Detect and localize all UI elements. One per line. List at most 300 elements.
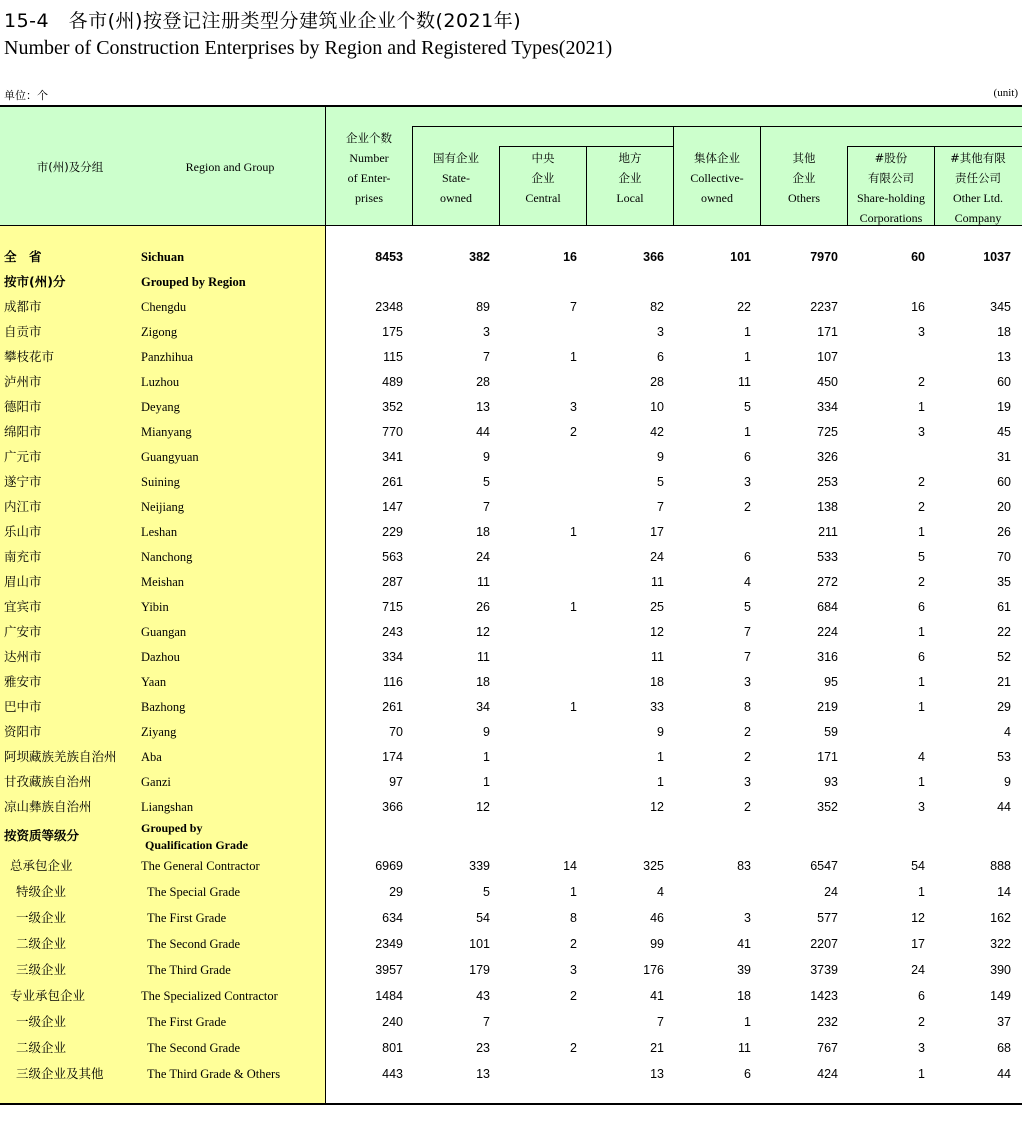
row-label-cn: 绵阳市: [4, 424, 42, 439]
row-label-en: The First Grade: [147, 911, 227, 925]
table-cell: 7: [570, 300, 577, 314]
table-row: [0, 770, 1022, 794]
table-cell: 2: [918, 475, 925, 489]
table-cell: 11: [738, 375, 751, 389]
row-label-en: The Third Grade: [147, 963, 231, 977]
table-cell: 33: [650, 700, 664, 714]
table-cell: 24: [476, 550, 490, 564]
row-label-en: Dazhou: [141, 650, 180, 664]
header-other-ltd: #其他有限 责任公司 Other Ltd. Company: [950, 151, 1006, 225]
table-cell: 2348: [375, 300, 403, 314]
table-cell: 339: [469, 859, 490, 873]
table-cell: 21: [650, 1041, 664, 1055]
table-cell: 171: [817, 750, 838, 764]
table-cell: 334: [817, 400, 838, 414]
table-cell: 341: [382, 450, 403, 464]
table-row: [0, 854, 1022, 878]
page-title-cn: 15-4 各市(州)按登记注册类型分建筑业企业个数(2021年): [4, 10, 522, 32]
row-label-en: Yibin: [141, 600, 169, 614]
table-row: [0, 495, 1022, 519]
table-cell: 17: [911, 937, 925, 951]
table-cell: 60: [911, 250, 925, 264]
row-label-en: Guangan: [141, 625, 187, 639]
row-label-cn: 一级企业: [16, 910, 67, 925]
row-label-en-line2: Qualification Grade: [145, 838, 248, 852]
table-cell: 1: [918, 700, 925, 714]
table-cell: 261: [382, 475, 403, 489]
table-cell: 2207: [810, 937, 838, 951]
table-cell: 147: [382, 500, 403, 514]
row-label-cn: 广元市: [4, 449, 42, 464]
row-label-cn: 广安市: [4, 624, 42, 639]
row-label-cn: 一级企业: [16, 1014, 67, 1029]
table-row: [0, 821, 1022, 852]
table-cell: 60: [997, 375, 1011, 389]
table-cell: 253: [817, 475, 838, 489]
table-cell: 6547: [810, 859, 838, 873]
table-cell: 272: [817, 575, 838, 589]
table-row: [0, 570, 1022, 594]
table-cell: 21: [997, 675, 1011, 689]
table-cell: 577: [817, 911, 838, 925]
table-cell: 8: [744, 700, 751, 714]
table-cell: 12: [476, 625, 490, 639]
row-label-en: Leshan: [141, 525, 178, 539]
table-bottom-border: [0, 1103, 1022, 1105]
table-cell: 684: [817, 600, 838, 614]
table-cell: 3: [483, 325, 490, 339]
table-cell: 7970: [810, 250, 838, 264]
table-cell: 116: [383, 675, 403, 689]
table-cell: 3: [744, 911, 751, 925]
table-cell: 3: [570, 963, 577, 977]
row-label-cn: 按市(州)分: [4, 274, 66, 289]
table-cell: 443: [382, 1067, 403, 1081]
unit-label-en: (unit): [993, 87, 1018, 99]
table-cell: 13: [476, 400, 490, 414]
table-row: [0, 295, 1022, 319]
table-cell: 18: [476, 675, 490, 689]
table-cell: 22: [997, 625, 1011, 639]
page-title-en: Number of Construction Enterprises by Region and Registered Types(2021): [4, 37, 613, 59]
table-cell: 325: [643, 859, 664, 873]
row-label-cn: 自贡市: [4, 324, 42, 339]
table-cell: 352: [817, 800, 838, 814]
row-label-cn: 遂宁市: [4, 474, 42, 489]
table-cell: 5: [744, 600, 751, 614]
row-label-cn: 二级企业: [16, 936, 67, 951]
table-cell: 8453: [375, 250, 403, 264]
table-cell: 26: [997, 525, 1011, 539]
table-cell: 3: [744, 675, 751, 689]
table-cell: 174: [382, 750, 403, 764]
table-cell: 54: [476, 911, 490, 925]
table-cell: 23: [476, 1041, 490, 1055]
table-row: [0, 545, 1022, 569]
table-cell: 42: [650, 425, 664, 439]
table-cell: 1: [570, 700, 577, 714]
table-cell: 3: [918, 1041, 925, 1055]
table-cell: 12: [650, 800, 664, 814]
table-cell: 107: [817, 350, 838, 364]
table-row: [0, 645, 1022, 669]
table-cell: 7: [483, 350, 490, 364]
table-cell: 1: [744, 1015, 751, 1029]
table-cell: 2: [744, 800, 751, 814]
table-row: [0, 1036, 1022, 1060]
table-cell: 99: [650, 937, 664, 951]
table-cell: 1484: [375, 989, 403, 1003]
table-cell: 7: [744, 650, 751, 664]
table-cell: 176: [643, 963, 664, 977]
row-label-cn: 内江市: [4, 499, 42, 514]
table-row: [0, 420, 1022, 444]
table-cell: 3: [744, 475, 751, 489]
table-cell: 11: [477, 575, 490, 589]
table-cell: 24: [824, 885, 838, 899]
table-cell: 232: [817, 1015, 838, 1029]
table-cell: 22: [737, 300, 751, 314]
unit-label-cn: 单位：个: [4, 89, 48, 102]
row-label-cn: 南充市: [4, 549, 42, 564]
table-cell: 34: [476, 700, 490, 714]
table-cell: 1: [918, 625, 925, 639]
table-cell: 41: [737, 937, 751, 951]
table-cell: 243: [382, 625, 403, 639]
row-label-cn: 达州市: [4, 649, 42, 664]
table-cell: 1: [744, 425, 751, 439]
table-cell: 61: [997, 600, 1011, 614]
table-cell: 26: [476, 600, 490, 614]
table-cell: 101: [469, 937, 490, 951]
table-cell: 767: [817, 1041, 838, 1055]
header-others: 其他 企业 Others: [788, 151, 820, 205]
row-label-cn: 德阳市: [4, 399, 42, 414]
table-cell: 14: [563, 859, 577, 873]
table-cell: 46: [650, 911, 664, 925]
row-label-en: The Special Grade: [147, 885, 241, 899]
table-cell: 888: [990, 859, 1011, 873]
table-cell: 115: [383, 350, 403, 364]
table-cell: 29: [389, 885, 403, 899]
table-cell: 68: [997, 1041, 1011, 1055]
table-cell: 352: [382, 400, 403, 414]
row-label-en: The First Grade: [147, 1015, 227, 1029]
table-cell: 211: [818, 525, 838, 539]
table-cell: 5: [483, 885, 490, 899]
table-cell: 2: [918, 1015, 925, 1029]
table-cell: 2237: [810, 300, 838, 314]
table-row: [0, 245, 1022, 269]
row-label-cn: 攀枝花市: [4, 349, 55, 364]
row-label-cn: 宜宾市: [4, 599, 42, 614]
row-label-en: The Specialized Contractor: [141, 989, 278, 1003]
table-cell: 9: [483, 725, 490, 739]
table-cell: 1: [744, 325, 751, 339]
row-label-en: Neijiang: [141, 500, 185, 514]
row-label-en: Nanchong: [141, 550, 193, 564]
table-cell: 16: [911, 300, 925, 314]
row-label-en: Aba: [141, 750, 162, 764]
table-cell: 28: [650, 375, 664, 389]
table-cell: 1: [483, 775, 490, 789]
table-row: [0, 270, 1022, 294]
table-cell: 1: [918, 885, 925, 899]
table-cell: 3: [918, 425, 925, 439]
table-cell: 2: [918, 500, 925, 514]
row-label-cn: 眉山市: [4, 574, 42, 589]
table-cell: 322: [990, 937, 1011, 951]
table-cell: 149: [990, 989, 1011, 1003]
table-cell: 13: [476, 1067, 490, 1081]
row-label-en: Ziyang: [141, 725, 177, 739]
row-label-cn: 全 省: [4, 249, 42, 264]
row-label-cn: 二级企业: [16, 1040, 67, 1055]
row-label-en: Guangyuan: [141, 450, 199, 464]
table-cell: 5: [918, 550, 925, 564]
table-row: [0, 470, 1022, 494]
row-label-cn: 巴中市: [4, 699, 42, 714]
table-cell: 6: [918, 989, 925, 1003]
row-label-en: Grouped by: [141, 821, 203, 835]
table-cell: 316: [817, 650, 838, 664]
table-cell: 18: [737, 989, 751, 1003]
table-cell: 715: [382, 600, 403, 614]
table-cell: 7: [657, 1015, 664, 1029]
table-row: [0, 595, 1022, 619]
table-cell: 29: [997, 700, 1011, 714]
table-cell: 60: [997, 475, 1011, 489]
table-cell: 3: [570, 400, 577, 414]
row-label-cn: 按资质等级分: [4, 828, 80, 843]
table-row: [0, 932, 1022, 956]
table-cell: 3739: [810, 963, 838, 977]
table-cell: 1: [918, 400, 925, 414]
table-cell: 25: [650, 600, 664, 614]
row-label-cn: 特级企业: [16, 884, 67, 899]
table-row: [0, 695, 1022, 719]
row-label-cn: 三级企业及其他: [16, 1066, 104, 1081]
row-label-en: Luzhou: [141, 375, 180, 389]
table-cell: 52: [997, 650, 1011, 664]
table-cell: 18: [997, 325, 1011, 339]
table-cell: 2: [570, 425, 577, 439]
table-cell: 6: [918, 600, 925, 614]
table-cell: 12: [476, 800, 490, 814]
table-cell: 138: [817, 500, 838, 514]
table-cell: 1: [657, 750, 664, 764]
row-label-en: Deyang: [141, 400, 180, 414]
table-cell: 2: [570, 1041, 577, 1055]
table-row: [0, 984, 1022, 1008]
table-cell: 24: [911, 963, 925, 977]
header-region-en: Region and Group: [185, 160, 275, 174]
row-label-cn: 凉山彝族自治州: [4, 799, 92, 814]
table-cell: 93: [824, 775, 838, 789]
table-cell: 12: [911, 911, 925, 925]
table-cell: 70: [389, 725, 403, 739]
header-local: 地方 企业 Local: [616, 151, 644, 205]
table-cell: 11: [738, 1041, 751, 1055]
table-cell: 1: [570, 525, 577, 539]
header-central: 中央 企业 Central: [525, 151, 561, 205]
table-cell: 287: [382, 575, 403, 589]
table-cell: 229: [382, 525, 403, 539]
table-row: [0, 1010, 1022, 1034]
table-cell: 9: [1004, 775, 1011, 789]
table-cell: 7: [483, 1015, 490, 1029]
row-label-en: The Third Grade & Others: [147, 1067, 281, 1081]
row-label-en: Meishan: [141, 575, 185, 589]
table-cell: 5: [483, 475, 490, 489]
table-cell: 2: [918, 575, 925, 589]
row-label-cn: 雅安市: [4, 674, 42, 689]
table-cell: 7: [657, 500, 664, 514]
table-cell: 1: [918, 675, 925, 689]
table-cell: 83: [737, 859, 751, 873]
table-cell: 59: [824, 725, 838, 739]
table-cell: 13: [650, 1067, 664, 1081]
table-cell: 4: [918, 750, 925, 764]
row-label-en: Zigong: [141, 325, 178, 339]
table-cell: 44: [997, 800, 1011, 814]
table-cell: 1: [744, 350, 751, 364]
table-cell: 3: [657, 325, 664, 339]
table-cell: 12: [650, 625, 664, 639]
table-cell: 240: [382, 1015, 403, 1029]
row-label-en: Liangshan: [141, 800, 194, 814]
table-cell: 171: [817, 325, 838, 339]
table-cell: 450: [817, 375, 838, 389]
table-cell: 9: [483, 450, 490, 464]
header-divider: [412, 126, 1022, 127]
table-row: [0, 520, 1022, 544]
table-cell: 334: [382, 650, 403, 664]
table-cell: 2349: [375, 937, 403, 951]
table-cell: 6: [744, 450, 751, 464]
header-region-cn: 市(州)及分组: [36, 160, 104, 174]
table-cell: 345: [990, 300, 1011, 314]
row-label-cn: 专业承包企业: [10, 988, 86, 1003]
table-cell: 261: [382, 700, 403, 714]
table-cell: 175: [382, 325, 403, 339]
table-cell: 9: [657, 450, 664, 464]
table-cell: 390: [990, 963, 1011, 977]
table-cell: 1: [657, 775, 664, 789]
table-cell: 2: [570, 989, 577, 1003]
table-cell: 39: [737, 963, 751, 977]
table-row: [0, 745, 1022, 769]
table-cell: 18: [476, 525, 490, 539]
table-cell: 5: [744, 400, 751, 414]
row-label-en: Bazhong: [141, 700, 186, 714]
table-cell: 35: [997, 575, 1011, 589]
table-cell: 95: [824, 675, 838, 689]
row-label-en: Mianyang: [141, 425, 192, 439]
row-label-cn: 乐山市: [4, 524, 42, 539]
table-cell: 1: [918, 775, 925, 789]
header-total: 企业个数 Number of Enter- prises: [346, 131, 392, 205]
table-row: [0, 395, 1022, 419]
table-cell: 70: [997, 550, 1011, 564]
table-cell: 54: [911, 859, 925, 873]
table-cell: 326: [817, 450, 838, 464]
table-cell: 14: [997, 885, 1011, 899]
row-label-cn: 总承包企业: [10, 858, 73, 873]
table-cell: 101: [730, 250, 751, 264]
table-cell: 97: [389, 775, 403, 789]
table-cell: 4: [657, 885, 664, 899]
table-cell: 219: [817, 700, 838, 714]
table-cell: 725: [817, 425, 838, 439]
table-row: [0, 445, 1022, 469]
row-label-en: Sichuan: [141, 250, 185, 264]
table-cell: 533: [817, 550, 838, 564]
table-cell: 2: [744, 500, 751, 514]
header-collective: 集体企业 Collective- owned: [690, 151, 744, 205]
table-cell: 424: [817, 1067, 838, 1081]
table-row: [0, 320, 1022, 344]
table-cell: 6: [744, 1067, 751, 1081]
table-cell: 1: [918, 1067, 925, 1081]
table-cell: 13: [997, 350, 1011, 364]
table-cell: 770: [382, 425, 403, 439]
row-label-cn: 泸州市: [4, 374, 42, 389]
header-divider: [499, 146, 673, 147]
table-cell: 3: [744, 775, 751, 789]
table-cell: 6: [918, 650, 925, 664]
table-cell: 24: [650, 550, 664, 564]
table-cell: 53: [997, 750, 1011, 764]
table-cell: 2: [918, 375, 925, 389]
table-row: [0, 620, 1022, 644]
table-cell: 366: [382, 800, 403, 814]
table-cell: 41: [650, 989, 664, 1003]
header-state-owned: 国有企业 State- owned: [433, 151, 479, 205]
table-cell: 5: [657, 475, 664, 489]
table-cell: 10: [650, 400, 664, 414]
table-cell: 563: [382, 550, 403, 564]
table-cell: 801: [382, 1041, 403, 1055]
table-cell: 44: [476, 425, 490, 439]
table-cell: 489: [382, 375, 403, 389]
table-cell: 9: [657, 725, 664, 739]
row-label-en: Suining: [141, 475, 180, 489]
table-cell: 1423: [810, 989, 838, 1003]
table-row: [0, 370, 1022, 394]
table-cell: 4: [1004, 725, 1011, 739]
table-cell: 382: [469, 250, 490, 264]
row-label-en: Yaan: [141, 675, 167, 689]
table-cell: 43: [476, 989, 490, 1003]
table-cell: 7: [744, 625, 751, 639]
table-cell: 19: [997, 400, 1011, 414]
table-cell: 11: [651, 575, 664, 589]
table-cell: 3: [918, 800, 925, 814]
table-row: [0, 345, 1022, 369]
table-cell: 366: [643, 250, 664, 264]
row-label-en: Chengdu: [141, 300, 187, 314]
table-cell: 162: [990, 911, 1011, 925]
row-label-cn: 阿坝藏族羌族自治州: [4, 749, 117, 764]
header-share-holding: #股份 有限公司 Share-holding Corporations: [857, 151, 925, 225]
table-row: [0, 880, 1022, 904]
row-label-en: Ganzi: [141, 775, 171, 789]
table-cell: 45: [997, 425, 1011, 439]
table-row: [0, 670, 1022, 694]
table-cell: 17: [650, 525, 664, 539]
row-label-cn: 成都市: [4, 299, 42, 314]
